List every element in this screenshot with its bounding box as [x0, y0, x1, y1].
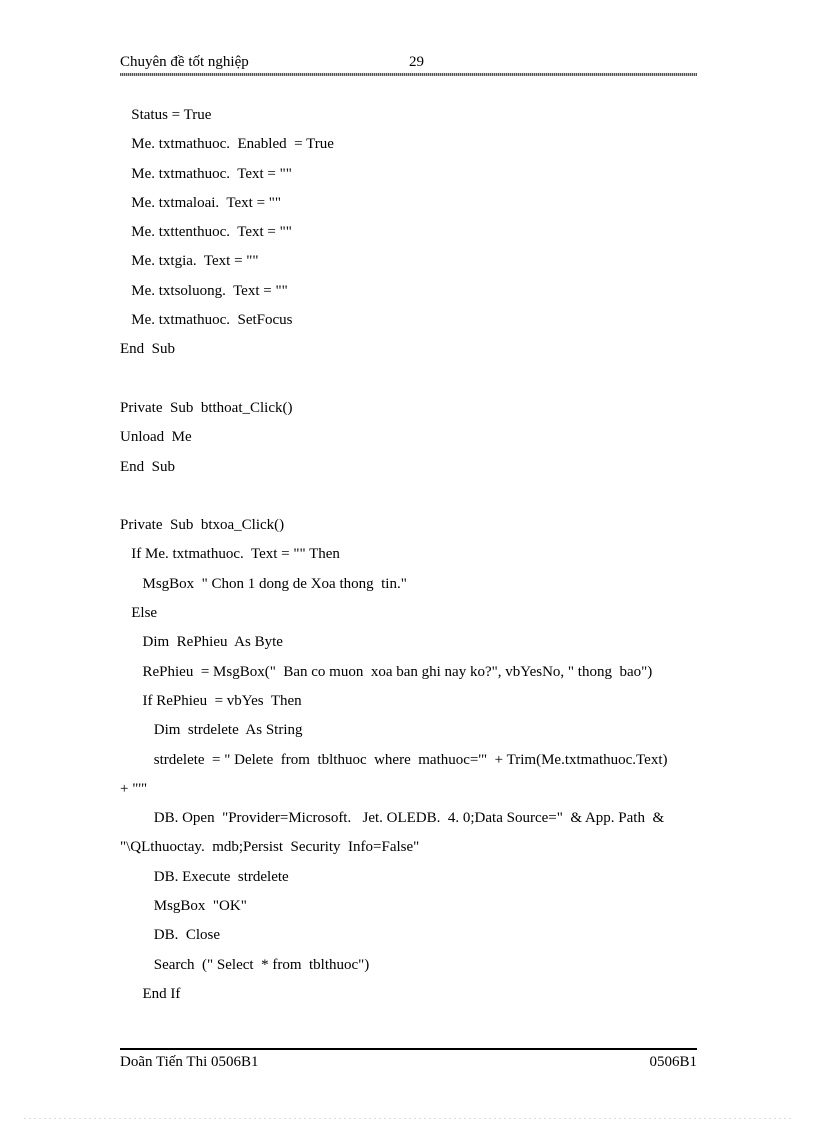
- code-line: Me. txtmathuoc. Text = "": [120, 165, 292, 182]
- code-line: [120, 365, 697, 394]
- code-line: Private Sub btxoa_Click(): [120, 517, 285, 534]
- code-line: Dim RePhieu As Byte: [120, 634, 283, 651]
- code-line: DB. Close: [120, 927, 221, 944]
- footer-divider: [120, 1048, 697, 1050]
- code-line: Private Sub btthoat_Click(): [120, 399, 293, 416]
- code-line: Me. txtmaloai. Text = "": [120, 194, 282, 211]
- code-line: Me. txtsoluong. Text = "": [120, 282, 288, 299]
- code-line: End Sub: [120, 458, 176, 475]
- code-line: MsgBox "OK": [120, 898, 247, 915]
- code-line: End If: [120, 985, 181, 1002]
- code-line: Status = True: [120, 107, 212, 123]
- code-line: Me. txtmathuoc. Enabled = True: [120, 136, 334, 153]
- code-line: Else: [120, 605, 158, 622]
- footer-code: 0506B1: [649, 1054, 697, 1070]
- code-line: End Sub: [120, 341, 176, 358]
- code-line: + "'": [120, 780, 148, 797]
- header-divider: [120, 73, 697, 76]
- page-edge: [24, 1118, 792, 1119]
- code-line: RePhieu = MsgBox(" Ban co muon xoa ban ghi nay ko?", vbYesNo, " thong bao"): [120, 663, 653, 680]
- code-line: Me. txtmathuoc. SetFocus: [120, 312, 293, 329]
- document-title: Chuyên đề tốt nghiệp: [120, 54, 249, 70]
- code-line: MsgBox " Chon 1 dong de Xoa thong tin.": [120, 575, 407, 592]
- page-footer: [120, 1052, 697, 1074]
- code-line: DB. Execute strdelete: [120, 868, 289, 885]
- code-line: strdelete = " Delete from tblthuoc where mathuoc='" + Trim(Me.txtmathuoc.Text): [120, 751, 668, 768]
- code-line: "\QLthuoctay. mdb;Persist Security Info=False": [120, 839, 420, 856]
- code-line: [120, 482, 697, 511]
- code-line: If RePhieu = vbYes Then: [120, 692, 302, 709]
- code-line: Me. txtgia. Text = "": [120, 253, 259, 270]
- code-line: DB. Open "Provider=Microsoft. Jet. OLEDB. 4. 0;Data Source=" & App. Path &: [120, 810, 665, 827]
- footer-author: Doãn Tiến Thi 0506B1: [120, 1054, 259, 1070]
- code-line: Search (" Select * from tblthuoc"): [120, 956, 370, 973]
- code-listing: [120, 101, 697, 1009]
- code-line: If Me. txtmathuoc. Text = "" Then: [120, 546, 340, 563]
- code-line: Dim strdelete As String: [120, 722, 303, 739]
- page-number: 29: [409, 54, 424, 70]
- code-line: Me. txttenthuoc. Text = "": [120, 224, 292, 241]
- code-line: Unload Me: [120, 429, 192, 446]
